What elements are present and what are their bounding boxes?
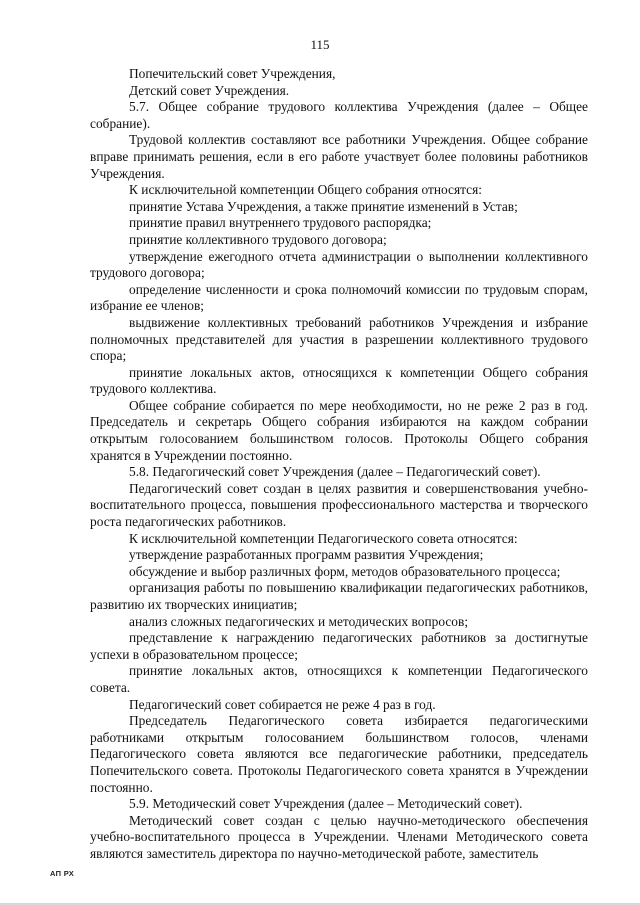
paragraph-4: Трудовой коллектив составляют все работники Учреждения. Общее собрание вправе принимать решения, если в его работе участвует более половины работников Учреждения. (90, 132, 588, 181)
paragraph-24: Председатель Педагогического совета избирается педагогическими работниками открытым голосованием большинством голосов, членами Педагогического совета являются все педагогические работники, председатель Попечительского совета. Протоколы Педагогического совета хранятся в Учреждении постоянно. (90, 713, 588, 795)
list-item: утверждение ежегодного отчета администрации о выполнении коллективного трудового договора; (90, 248, 588, 281)
page-number: 115 (310, 37, 330, 52)
list-item: определение численности и срока полномочий комиссии по трудовым спорам, избрание ее членов; (90, 281, 588, 314)
footer-mark: АП РХ (50, 869, 75, 878)
paragraph-13: Общее собрание собирается по мере необходимости, но не реже 2 раз в год. Председатель и секретарь Общего собрания избираются на каждом собрании открытым голосованием большинством голосов. Протоколы Общего собрания хранятся в Учреждении постоянно. (90, 397, 588, 463)
list-item: обсуждение и выбор различных форм, методов образовательного процесса; (129, 563, 561, 579)
paragraph-16: К исключительной компетенции Педагогического совета относятся: (129, 530, 518, 546)
list-item: принятие коллективного трудового договора; (129, 231, 387, 247)
paragraph-5: К исключительной компетенции Общего собрания относятся: (129, 182, 482, 198)
list-item: принятие локальных актов, относящихся к компетенции Общего собрания трудового коллектива. (90, 364, 588, 397)
list-item: выдвижение коллективных требований работников Учреждения и избрание полномочных представителей для участия в разрешении коллективного трудового спора; (90, 314, 588, 364)
paragraph-23: Педагогический совет собирается не реже 4 раз в год. (129, 696, 436, 712)
list-item: представление к награждению педагогических работников за достигнутые успехи в образовательном процессе; (90, 630, 588, 662)
list-item: принятие правил внутреннего трудового распорядка; (129, 215, 432, 231)
paragraph-1: Попечительский совет Учреждения, (129, 66, 336, 81)
list-item: принятие Устава Учреждения, а также принятие изменений в Устав; (129, 198, 518, 214)
list-item: организация работы по повышению квалификации педагогических работников, развитию их творческих инициатив; (90, 580, 588, 612)
paragraph-2: Детский совет Учреждения. (129, 82, 290, 98)
list-item: утверждение разработанных программ развития Учреждения; (129, 547, 484, 563)
document-body (90, 66, 588, 863)
list-item: анализ сложных педагогических и методических вопросов; (129, 613, 469, 629)
section-heading-5-8: 5.8. Педагогический совет Учреждения (далее – Педагогический совет). (129, 464, 541, 480)
paragraph-15: Педагогический совет создан в целях развития и совершенствования учебно-воспитательного процесса, повышения профессионального мастерства и творческого роста педагогических работников. (90, 480, 588, 530)
section-heading-5-7: 5.7. Общее собрание трудового коллектива Учреждения (далее – Общее собрание). (90, 99, 588, 131)
list-item: принятие локальных актов, относящихся к компетенции Педагогического совета. (90, 663, 588, 695)
section-heading-5-9: 5.9. Методический совет Учреждения (далее – Методический совет). (129, 796, 523, 812)
paragraph-26: Методический совет создан с целью научно-методического обеспечения учебно-воспитательного процесса в Учреждении. Членами Методического совета являются заместитель директора по научно-методической работе, заместитель (90, 812, 588, 861)
